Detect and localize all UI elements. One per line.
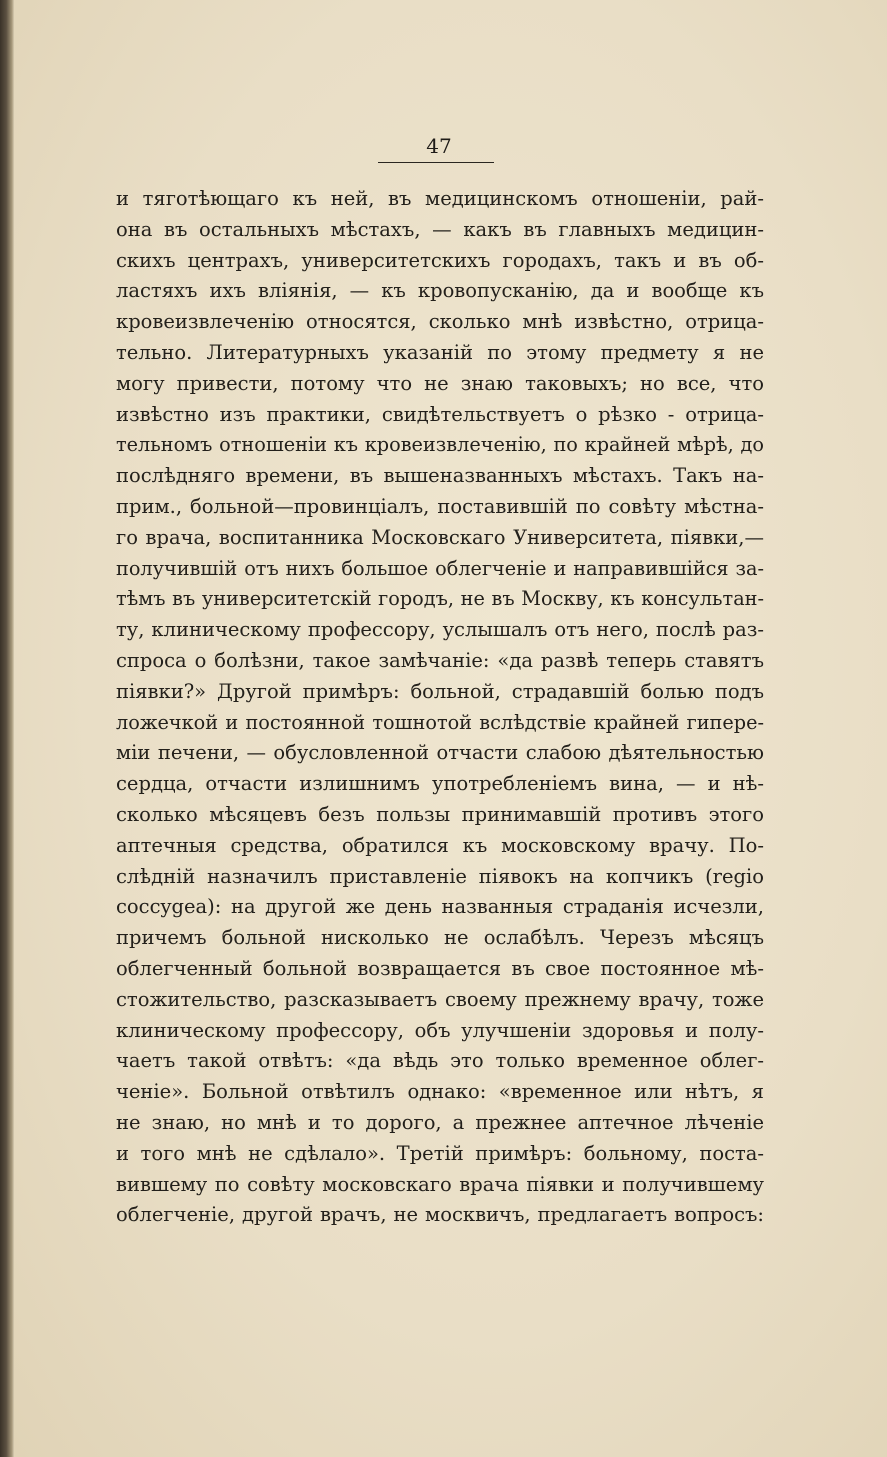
text-line: и тяготѣющаго къ ней, въ медицинскомъ отношеніи, рай- (116, 187, 764, 210)
text-line: аптечныя средства, обратился къ московскому врачу. По- (116, 833, 764, 857)
text-line: спроса о болѣзни, такое замѣчаніе: «да развѣ теперь ставятъ (116, 648, 764, 672)
text-line: облегченный больной возвращается въ свое постоянное мѣ- (116, 956, 764, 980)
text-line: облегченіе, другой врачъ, не москвичъ, предлагаетъ вопросъ: (116, 1203, 764, 1227)
text-line: кровеизвлеченію относятся, сколько мнѣ извѣстно, отрица- (116, 310, 764, 334)
text-line: чаетъ такой отвѣтъ: «да вѣдь это только временное облег- (116, 1049, 764, 1073)
text-line: клиническому профессору, объ улучшеніи здоровья и полу- (116, 1018, 764, 1042)
text-line: она въ остальныхъ мѣстахъ, — какъ въ главныхъ медицин- (116, 217, 764, 241)
text-line: могу привести, потому что не знаю таковыхъ; но все, что (116, 371, 764, 395)
text-line: піявки?» Другой примѣръ: больной, страдавшій болью подъ (116, 679, 764, 703)
text-line: не знаю, но мнѣ и то дорого, а прежнее аптечное лѣченіе (116, 1110, 764, 1134)
text-line: причемъ больной нисколько не ослабѣлъ. Черезъ мѣсяцъ (116, 926, 764, 950)
text-line: тельномъ отношеніи къ кровеизвлеченію, по крайней мѣрѣ, до (116, 433, 764, 457)
text-line: міи печени, — обусловленной отчасти слабою дѣятельностью (116, 741, 764, 765)
text-line: го врача, воспитанника Московскаго Университета, піявки,— (116, 525, 764, 549)
text-line: вившему по совѣту московскаго врача піявки и получившему (116, 1172, 764, 1196)
text-line: ченіе». Больной отвѣтилъ однако: «временное или нѣтъ, я (116, 1080, 764, 1104)
text-line: тѣмъ въ университетскій городъ, не въ Москву, къ консультан- (116, 587, 764, 611)
text-line: ту, клиническому профессору, услышалъ отъ него, послѣ раз- (116, 618, 764, 642)
text-line: и того мнѣ не сдѣлало». Третій примѣръ: больному, поста- (116, 1141, 764, 1165)
text-line: скихъ центрахъ, университетскихъ городахъ, такъ и въ об- (116, 248, 764, 272)
page-number: 47 (426, 134, 452, 158)
text-line: слѣдній назначилъ приставленіе піявокъ на копчикъ (regio (116, 864, 764, 888)
body-text (116, 184, 764, 1231)
text-line: ложечкой и постоянной тошнотой вслѣдствіе крайней гипере- (116, 710, 764, 734)
text-line: тельно. Литературныхъ указаній по этому предмету я не (116, 340, 764, 364)
text-line: coccygea): на другой же день названныя страданія исчезли, (116, 895, 764, 919)
book-page (14, 0, 887, 1457)
text-line: прим., больной—провинціалъ, поставившій по совѣту мѣстна- (116, 494, 764, 518)
book-spine-shadow (0, 0, 14, 1457)
text-line: ластяхъ ихъ вліянія, — къ кровопусканію, да и вообще къ (116, 279, 764, 303)
text-line: сердца, отчасти излишнимъ употребленіемъ вина, — и нѣ- (116, 772, 764, 796)
text-line: стожительство, разсказываетъ своему прежнему врачу, тоже (116, 987, 764, 1011)
header-rule (378, 162, 494, 163)
text-line: сколько мѣсяцевъ безъ пользы принимавшій противъ этого (116, 802, 764, 826)
text-line: извѣстно изъ практики, свидѣтельствуетъ о рѣзко - отрица- (116, 402, 764, 426)
text-line: получившій отъ нихъ большое облегченіе и направившійся за- (116, 556, 764, 580)
text-line: послѣдняго времени, въ вышеназванныхъ мѣстахъ. Такъ на- (116, 464, 764, 488)
